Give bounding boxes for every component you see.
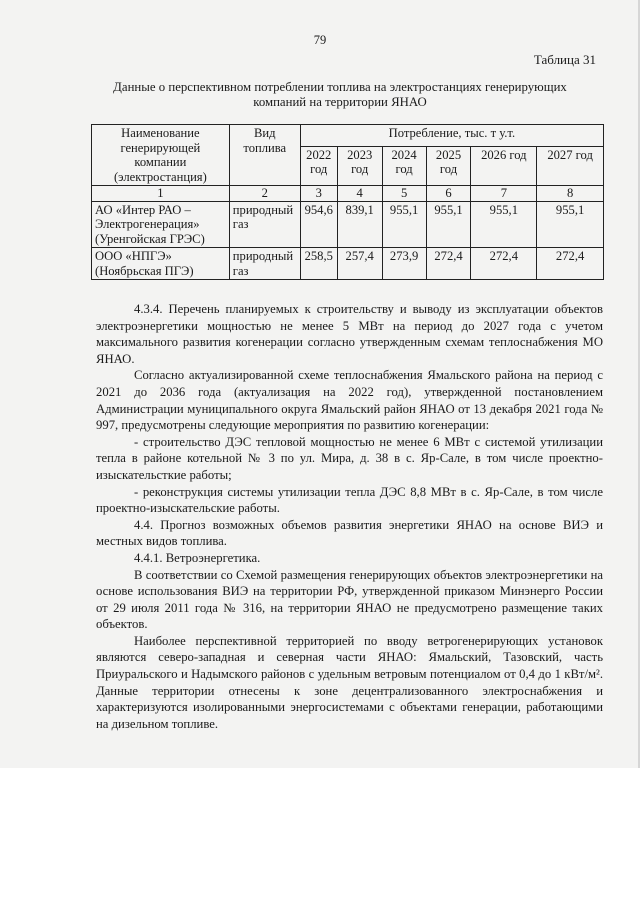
paragraph: Наиболее перспективной территорией по вводу ветрогенерирующих установок являются северо-западная и северная части ЯНАО: Ямальский, Тазовский, часть Приуральского и Надымского районов с удельным ветровым потенциалом от 0,4 до 1 кВт/м². Данные территории отнесены к зоне децентрализованного электроснабжения и характеризуются изолированными энергосистемами с объектами генерации, работающими на дизельном топливе. xyxy=(96,633,603,731)
column-index: 4 xyxy=(337,186,382,202)
consumption-value: 257,4 xyxy=(337,248,382,280)
column-index: 5 xyxy=(382,186,426,202)
paragraph: 4.3.4. Перечень планируемых к строительству и выводу из эксплуатации объектов электроэнергетики мощностью не менее 5 МВт на период до 2027 года с учетом максимального развития когенерации согласно утвержденным схемам теплоснабжения МО ЯНАО. xyxy=(96,302,603,366)
column-index: 1 xyxy=(92,186,230,202)
page-number: 79 xyxy=(313,33,327,47)
consumption-value: 272,4 xyxy=(426,248,471,280)
list-item: - строительство ДЭС тепловой мощностью не менее 6 МВт с системой утилизации тепла в районе котельной № 3 по ул. Мира, д. 38 в с. Яр-Сале, в том числе проектно-изыскательсткие работы; xyxy=(96,434,603,482)
body-text xyxy=(96,301,603,732)
fuel-consumption-table xyxy=(91,124,604,280)
paragraph: Согласно актуализированной схеме теплоснабжения Ямальского района на период с 2021 до 2036 года (актуализация на 2022 год), утвержденной постановлением Администрации муниципального округа Ямальский район ЯНАО от 13 декабря 2021 года № 997, предусмотрены следующие мероприятия по развитию когенерации: xyxy=(96,368,603,433)
paragraph: В соответствии со Схемой размещения генерирующих объектов электроэнергетики на основе использования ВИЭ на территории РФ, утвержденной приказом Минэнерго России от 29 июля 2011 года № 316, на территории ЯНАО не предусмотрено размещение таких объектов. xyxy=(96,567,603,632)
subsection-heading: 4.4.1. Ветроэнергетика. xyxy=(134,550,261,565)
table-row xyxy=(92,201,604,248)
column-index: 6 xyxy=(426,186,471,202)
column-index: 8 xyxy=(537,186,604,202)
table-caption: Данные о перспективном потреблении топлива на электростанциях генерирующих компаний на территории ЯНАО xyxy=(113,80,567,109)
consumption-value: 955,1 xyxy=(537,201,604,248)
header-year: 2027 год xyxy=(537,146,604,185)
header-year: 2024 год xyxy=(382,146,426,185)
consumption-value: 954,6 xyxy=(300,201,337,248)
column-index: 2 xyxy=(229,186,300,202)
consumption-value: 955,1 xyxy=(426,201,471,248)
company-name: АО «Интер РАО – Электрогенерация» (Уренгойская ГРЭС) xyxy=(92,201,230,248)
section-heading: 4.4. Прогноз возможных объемов развития энергетики ЯНАО на основе ВИЭ и местных видов топлива. xyxy=(96,517,603,549)
header-year: 2025 год xyxy=(426,146,471,185)
fuel-type: природный газ xyxy=(229,201,300,248)
list-item: - реконструкция системы утилизации тепла ДЭС 8,8 МВт в с. Яр-Сале, в том числе проектно-изыскательские работы. xyxy=(96,484,603,516)
consumption-value: 272,4 xyxy=(537,248,604,280)
consumption-value: 272,4 xyxy=(471,248,537,280)
consumption-value: 273,9 xyxy=(382,248,426,280)
table-row xyxy=(92,248,604,280)
consumption-value: 955,1 xyxy=(382,201,426,248)
header-company: Наименование генерирующей компании (электростанция) xyxy=(92,125,230,186)
column-index-row xyxy=(92,186,604,202)
consumption-value: 839,1 xyxy=(337,201,382,248)
header-year: 2023 год xyxy=(337,146,382,185)
header-year: 2026 год xyxy=(471,146,537,185)
column-index: 7 xyxy=(471,186,537,202)
company-name: ООО «НПГЭ» (Ноябрьская ПГЭ) xyxy=(92,248,230,280)
header-fuel: Вид топлива xyxy=(229,125,300,186)
consumption-value: 258,5 xyxy=(300,248,337,280)
header-row xyxy=(92,125,604,147)
header-year: 2022 год xyxy=(300,146,337,185)
consumption-value: 955,1 xyxy=(471,201,537,248)
fuel-type: природный газ xyxy=(229,248,300,280)
table-label: Таблица 31 xyxy=(533,52,596,67)
column-index: 3 xyxy=(300,186,337,202)
header-consumption: Потребление, тыс. т у.т. xyxy=(300,125,603,147)
